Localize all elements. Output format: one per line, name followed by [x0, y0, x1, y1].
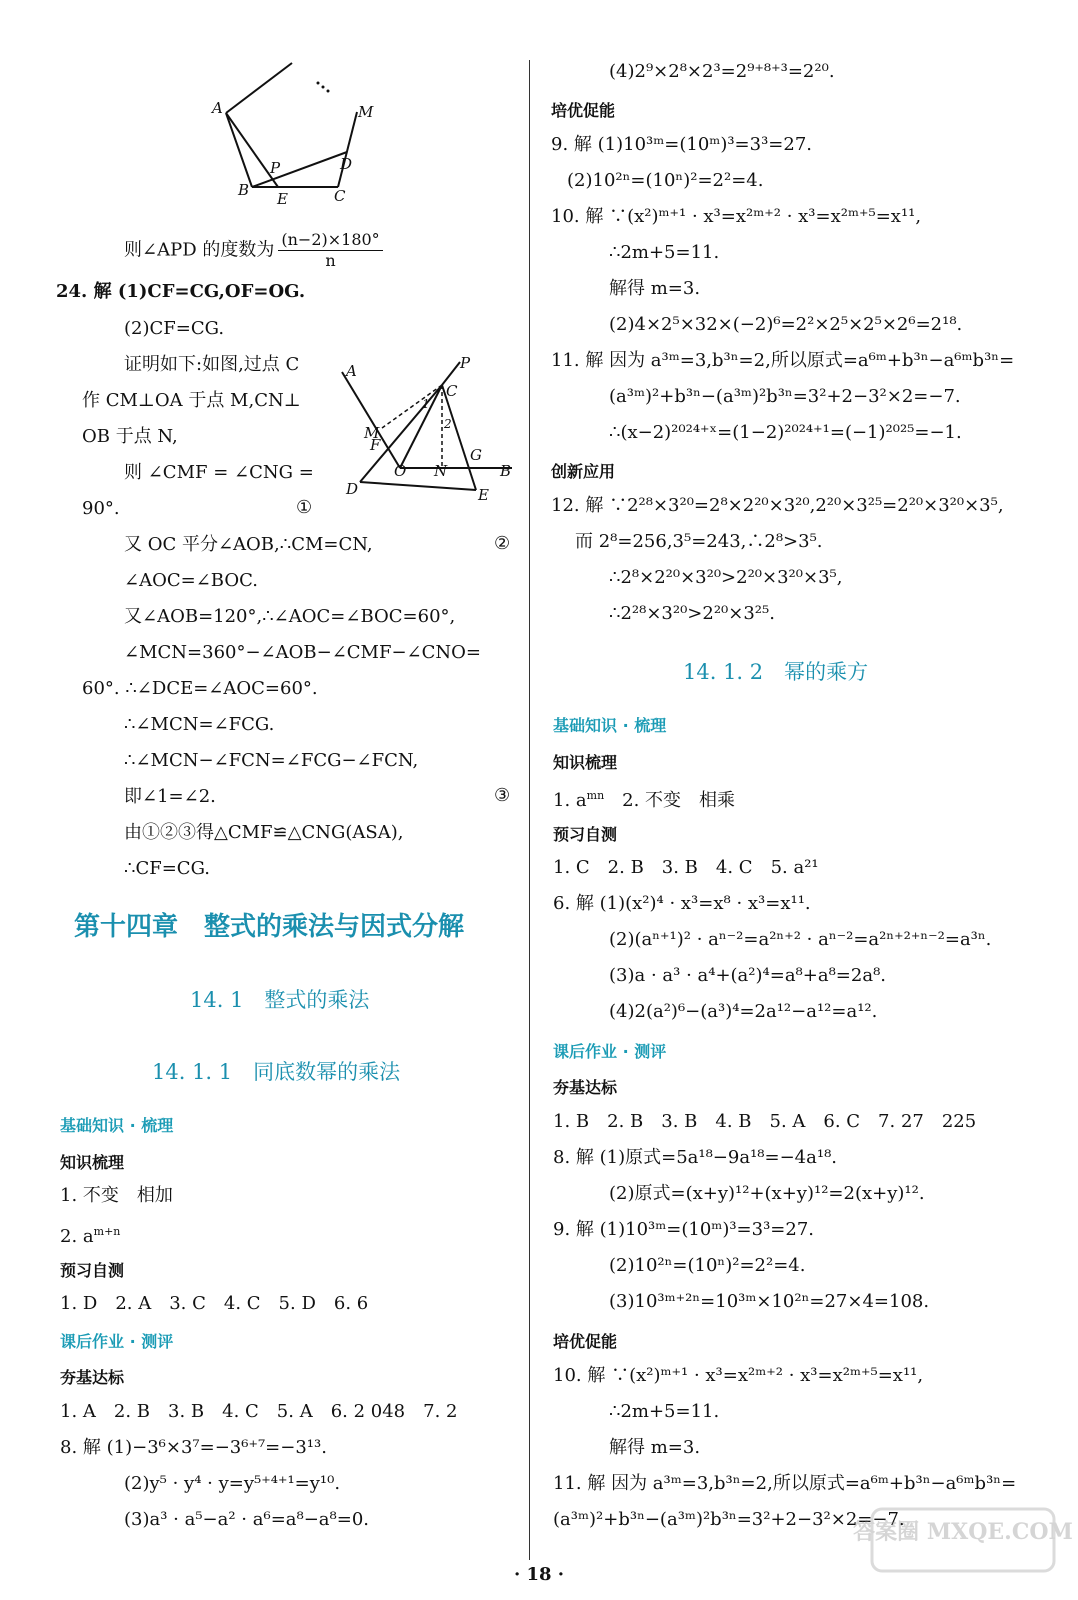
r-q8-a: 8. 解 (1)原式=5a¹⁸−9a¹⁸=−4a¹⁸.: [553, 1147, 838, 1168]
r-q12-b: 而 2⁸=256,3⁵=243,∴2⁸>3⁵.: [575, 531, 823, 552]
r-q12-d: ∴2²⁸×3²⁰>2²⁰×3²⁵.: [609, 603, 775, 624]
r-q10-2: ∴2m+5=11.: [609, 1401, 720, 1422]
label-A2: A: [346, 362, 357, 380]
marker-1: ①: [296, 497, 313, 518]
knowledge-item-1: 1. 不变 相加: [60, 1185, 173, 1206]
q24-line-14: ∴∠MCN−∠FCN=∠FCG−∠FCN,: [124, 750, 419, 771]
knowledge-item-2: 2. $a^{m+n}$: [60, 1225, 121, 1247]
r-q11-b: (a³ᵐ)²+b³ⁿ−(a³ᵐ)²b³ⁿ=3²+2−3²×2=−7.: [609, 386, 961, 407]
label-A: A: [212, 99, 223, 117]
label-M2: M: [364, 424, 380, 442]
q24-line-16: 由①②③得△CMF≌△CNG(ASA),: [124, 822, 404, 843]
q24-line-3: 证明如下:如图,过点 C: [124, 354, 300, 375]
q24-line-12: 60°. ∴∠DCE=∠AOC=60°.: [82, 678, 318, 699]
preview-test-heading-2: 预习自测: [553, 825, 618, 844]
angle-apd-line: 则∠APD 的度数为 $\frac{(n-2)\times 180^\circ}{n}$: [124, 230, 383, 271]
angle-fraction: $\frac{(n-2)\times 180^\circ}{n}$: [278, 230, 382, 271]
basic-standard-heading-2: 夯基达标: [553, 1078, 618, 1097]
r-q11-a: 11. 解 因为 a³ᵐ=3,b³ⁿ=2,所以原式=a⁶ᵐ+b³ⁿ−a⁶ᵐb³ⁿ=: [551, 350, 1015, 371]
r-q10-1: 10. 解 ∵(x²)ᵐ⁺¹ · x³=x²ᵐ⁺² · x³=x²ᵐ⁺⁵=x¹¹,: [553, 1365, 924, 1386]
watermark-text: 答案圈 MXQE.COM: [853, 1519, 1073, 1545]
r-q11-2: (a³ᵐ)²+b³ⁿ−(a³ᵐ)²b³ⁿ=3²+2−3²×2=−7.: [553, 1509, 905, 1530]
r-basic-answers: 1. B 2. B 3. B 4. B 5. A 6. C 7. 27 225: [553, 1111, 977, 1132]
homework-heading-2: 课后作业 · 测评: [553, 1042, 667, 1061]
preview-test-heading: 预习自测: [60, 1261, 125, 1280]
label-F2: F: [370, 436, 381, 454]
r-q6-c: (3)a · a³ · a⁴+(a²)⁴=a⁸+a⁸=2a⁸.: [609, 965, 887, 986]
chapter-title: 第十四章 整式的乘法与因式分解: [74, 912, 465, 942]
r-q10-3: 解得 m=3.: [609, 1437, 701, 1458]
q8-line-1: 8. 解 (1)−3⁶×3⁷=−3⁶⁺⁷=−3¹³.: [60, 1437, 327, 1458]
pentagon-figure: [200, 55, 400, 215]
q24-line-1: 24. 解 (1)CF=CG,OF=OG.: [56, 281, 306, 302]
r-preview-answers: 1. C 2. B 3. B 4. C 5. a²¹: [553, 857, 819, 878]
basic-answers: 1. A 2. B 3. B 4. C 5. A 6. 2 048 7. 2: [60, 1401, 458, 1422]
preview-answers: 1. D 2. A 3. C 4. C 5. D 6. 6: [60, 1293, 369, 1314]
section-title: 14. 1 整式的乘法: [190, 988, 370, 1012]
basic-knowledge-heading-2: 基础知识 · 梳理: [553, 716, 667, 735]
label-C2: C: [446, 382, 458, 400]
marker-3: ③: [494, 785, 511, 806]
label-N2: N: [434, 462, 448, 480]
r-q8-4: (4)2⁹×2⁸×2³=2⁹⁺⁸⁺³=2²⁰.: [609, 61, 835, 82]
label-G2: G: [470, 446, 482, 464]
q24-line-7: 90°.: [82, 498, 120, 519]
innovation-heading: 创新应用: [551, 462, 616, 481]
q8-line-2: (2)y⁵ · y⁴ · y=y⁵⁺⁴⁺¹=y¹⁰.: [124, 1473, 341, 1494]
r-q8-b: (2)原式=(x+y)¹²+(x+y)¹²=2(x+y)¹².: [609, 1183, 925, 1204]
q24-line-11: ∠MCN=360°−∠AOB−∠CMF−∠CNO=: [124, 642, 482, 663]
r-q6-b: (2)(aⁿ⁺¹)² · aⁿ⁻²=a²ⁿ⁺² · aⁿ⁻²=a²ⁿ⁺²⁺ⁿ⁻²=a³ⁿ.: [609, 929, 992, 950]
q24-line-8: 又 OC 平分∠AOB,∴CM=CN,: [124, 534, 373, 555]
r-q12-c: ∴2⁸×2²⁰×3²⁰>2²⁰×3²⁰×3⁵,: [609, 567, 843, 588]
q24-line-2: (2)CF=CG.: [124, 318, 225, 339]
r-q11-c: ∴(x−2)²⁰²⁴⁺ˣ=(1−2)²⁰²⁴⁺¹=(−1)²⁰²⁵=−1.: [609, 422, 962, 443]
q24-line-15: 即∠1=∠2.: [124, 786, 216, 807]
r-q10-d: (2)4×2⁵×32×(−2)⁶=2²×2⁵×2⁵×2⁶=2¹⁸.: [609, 314, 963, 335]
improve-heading: 培优促能: [551, 101, 616, 120]
basic-knowledge-heading: 基础知识 · 梳理: [60, 1116, 174, 1135]
r-q9-b: (2)10²ⁿ=(10ⁿ)²=2²=4.: [567, 170, 764, 191]
label-angle-1: 1: [422, 397, 430, 411]
q24-line-4: 作 CM⊥OA 于点 M,CN⊥: [82, 390, 301, 411]
r-q10-b: ∴2m+5=11.: [609, 242, 720, 263]
knowledge-review-heading: 知识梳理: [60, 1153, 125, 1172]
r-q10-a: 10. 解 ∵(x²)ᵐ⁺¹ · x³=x²ᵐ⁺² · x³=x²ᵐ⁺⁵=x¹¹,: [551, 206, 922, 227]
knowledge-review-heading-2: 知识梳理: [553, 753, 618, 772]
label-D2: D: [346, 480, 359, 498]
q24-line-6: 则 ∠CMF = ∠CNG =: [124, 462, 314, 483]
q24-line-17: ∴CF=CG.: [124, 858, 211, 879]
r-q12-a: 12. 解 ∵2²⁸×3²⁰=2⁸×2²⁰×3²⁰,2²⁰×3²⁵=2²⁰×3²⁰×3⁵,: [551, 495, 1004, 516]
r-q11-1: 11. 解 因为 a³ᵐ=3,b³ⁿ=2,所以原式=a⁶ᵐ+b³ⁿ−a⁶ᵐb³ⁿ=: [553, 1473, 1017, 1494]
r-q10-c: 解得 m=3.: [609, 278, 701, 299]
label-O2: O: [394, 462, 407, 480]
r-knowledge-items: 1. $a^{mn}$ 2. 不变 相乘: [553, 789, 736, 811]
label-E: E: [277, 190, 288, 208]
marker-2: ②: [494, 533, 511, 554]
page-number: · 18 ·: [513, 1564, 565, 1585]
label-C: C: [334, 187, 346, 205]
r-q9-1: 9. 解 (1)10³ᵐ=(10ᵐ)³=3³=27.: [553, 1219, 815, 1240]
label-P: P: [270, 159, 281, 177]
homework-heading: 课后作业 · 测评: [60, 1332, 174, 1351]
label-D: D: [340, 155, 353, 173]
label-P2: P: [460, 354, 471, 372]
label-angle-2: 2: [444, 417, 452, 431]
subsection2-title: 14. 1. 2 幂的乘方: [683, 660, 869, 684]
subsection-title: 14. 1. 1 同底数幂的乘法: [152, 1060, 401, 1084]
q24-line-10: 又∠AOB=120°,∴∠AOC=∠BOC=60°,: [124, 606, 456, 627]
r-q6-a: 6. 解 (1)(x²)⁴ · x³=x⁸ · x³=x¹¹.: [553, 893, 811, 914]
r-q9-a: 9. 解 (1)10³ᵐ=(10ᵐ)³=3³=27.: [551, 134, 813, 155]
r-q9-2: (2)10²ⁿ=(10ⁿ)²=2²=4.: [609, 1255, 806, 1276]
basic-standard-heading: 夯基达标: [60, 1368, 125, 1387]
column-divider: [529, 60, 530, 1560]
label-E2: E: [478, 486, 489, 504]
r-q9-3: (3)10³ᵐ⁺²ⁿ=10³ᵐ×10²ⁿ=27×4=108.: [609, 1291, 930, 1312]
label-M: M: [358, 103, 374, 121]
angle-bisector-figure: [330, 350, 520, 510]
r-q6-d: (4)2(a²)⁶−(a³)⁴=2a¹²−a¹²=a¹².: [609, 1001, 878, 1022]
label-B2: B: [500, 462, 512, 480]
q24-line-13: ∴∠MCN=∠FCG.: [124, 714, 275, 735]
q24-line-5: OB 于点 N,: [82, 426, 178, 447]
label-B: B: [238, 181, 250, 199]
q8-line-3: (3)a³ · a⁵−a² · a⁶=a⁸−a⁸=0.: [124, 1509, 370, 1530]
q24-line-9: ∠AOC=∠BOC.: [124, 570, 258, 591]
improve-heading-2: 培优促能: [553, 1332, 618, 1351]
